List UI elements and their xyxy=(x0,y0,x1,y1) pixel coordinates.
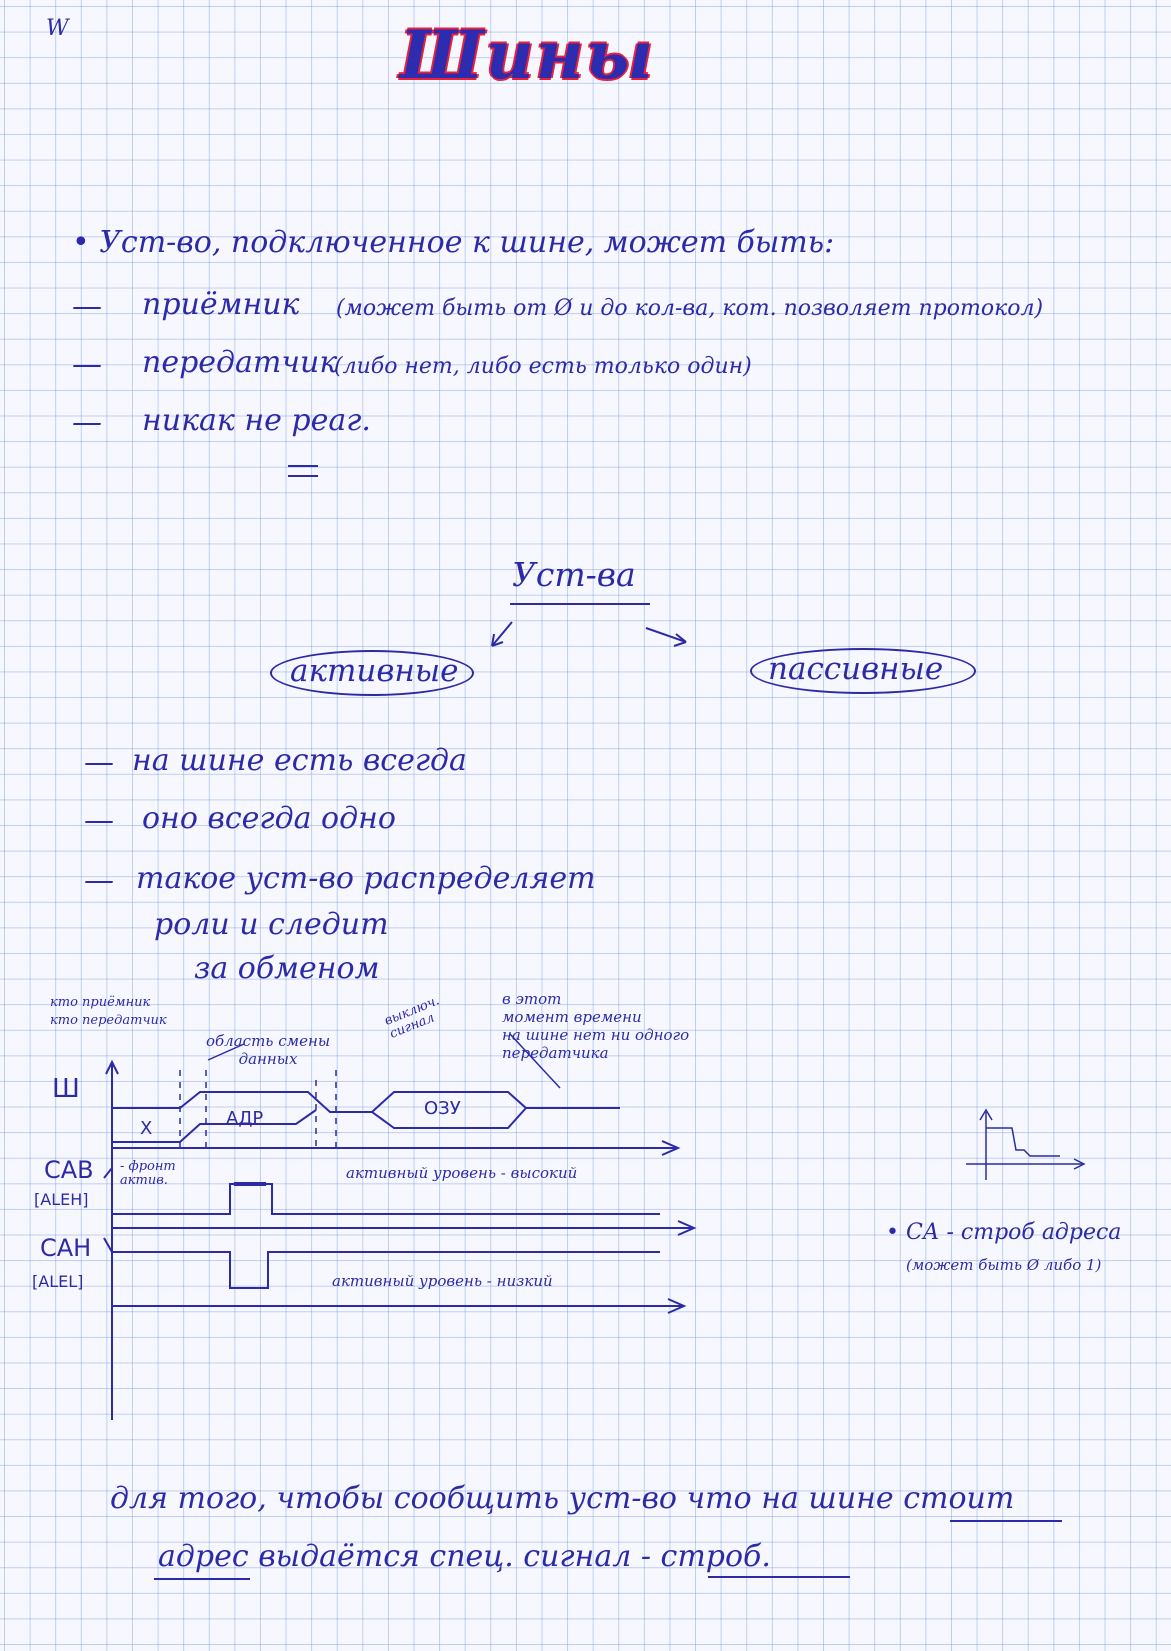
bottom-line-2: адрес выдаётся спец. сигнал - строб. xyxy=(158,1539,771,1574)
role-no-reaction: никак не реаг. xyxy=(142,403,371,438)
signal-cab-level: активный уровень - высокий xyxy=(346,1164,578,1182)
side-note-strobe-value: (может быть Ø либо 1) xyxy=(906,1256,1102,1274)
mini-graph xyxy=(966,1110,1084,1180)
signal-cab-label: САВ xyxy=(44,1156,94,1184)
note-roles: кто приёмник кто передатчик xyxy=(50,995,167,1028)
signal-cah-label: САН xyxy=(40,1234,92,1262)
point-exchange: за обменом xyxy=(194,951,380,986)
point-dash: — xyxy=(84,745,114,780)
signal-cah-level: активный уровень - низкий xyxy=(332,1272,553,1290)
corner-mark: W xyxy=(46,16,69,41)
point-dash: — xyxy=(84,803,114,838)
point-always: на шине есть всегда xyxy=(132,743,467,778)
role-dash: — xyxy=(72,347,102,382)
role-transmitter-note: (либо нет, либо есть только один) xyxy=(334,354,752,379)
underline-address xyxy=(154,1578,250,1580)
signal-cab-note: - фронт актив. xyxy=(120,1159,176,1189)
signal-cah-alt: [ALEL] xyxy=(32,1272,84,1291)
role-dash: — xyxy=(72,289,102,324)
bottom-line-1: для того, чтобы сообщить уст-во что на шине стоит xyxy=(110,1481,1015,1516)
note-moment: в этот момент времени на шине нет ни одного передатчика xyxy=(502,990,690,1062)
point-dash: — xyxy=(84,863,114,898)
role-transmitter: передатчик xyxy=(142,345,338,380)
point-one: оно всегда одно xyxy=(142,801,396,836)
segment-address: АДР xyxy=(226,1108,264,1129)
signal-cab-alt: [ALEH] xyxy=(34,1190,89,1209)
underline-strobe xyxy=(708,1576,850,1578)
bus-label: Ш xyxy=(52,1074,80,1104)
role-receiver-note: (может быть от Ø и до кол-ва, кот. позволяет протокол) xyxy=(336,296,1044,321)
segment-x: X xyxy=(140,1118,153,1139)
diagram-root: Уст-ва xyxy=(512,555,636,594)
point-distributes: такое уст-во распределяет xyxy=(136,861,596,896)
note-change-area: область смены данных xyxy=(206,1032,331,1068)
point-roles: роли и следит xyxy=(154,907,389,942)
page-title: Шины xyxy=(400,16,655,94)
segment-ram: ОЗУ xyxy=(424,1098,461,1119)
diagram-left: активные xyxy=(290,653,459,689)
note-signal-off: выключ. сигнал xyxy=(382,993,442,1043)
role-receiver: приёмник xyxy=(142,287,300,322)
underline-stands xyxy=(950,1520,1062,1522)
intro-line: • Уст-во, подключенное к шине, может быть: xyxy=(72,225,835,260)
side-note-strobe: • СА - строб адреса xyxy=(886,1220,1122,1245)
role-dash: — xyxy=(72,405,102,440)
diagram-right: пассивные xyxy=(768,651,944,687)
